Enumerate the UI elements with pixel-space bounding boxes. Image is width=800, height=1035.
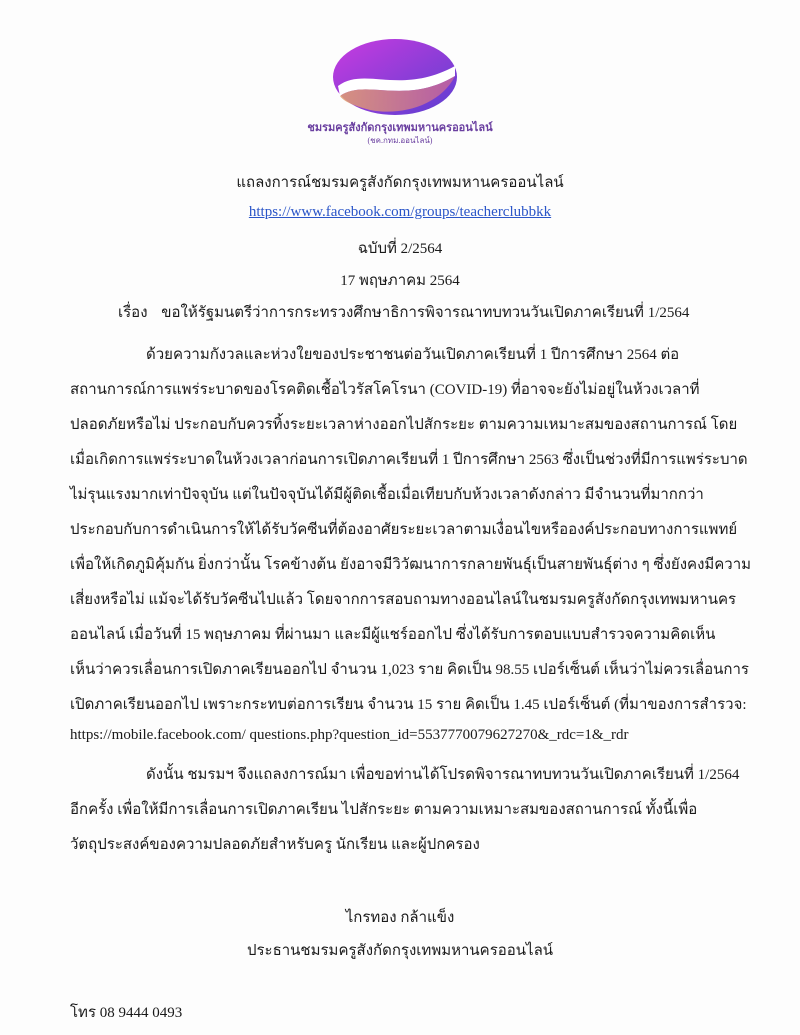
signatory-name: ไกรทอง กล้าแข็ง — [345, 910, 455, 926]
body-line: ไม่รุนแรงมากเท่าปัจจุบัน แต่ในปัจจุบันได้มีผู้ติดเชื้อเมื่อเทียบกับห้วงเวลาดังกล่าว มีจำนวนที่มากกว่า — [70, 487, 704, 503]
survey-source-line: https://mobile.facebook.com/ questions.php?question_id=5537770079627270&_rdc=1&_rdr — [70, 727, 629, 743]
body-line: ปลอดภัยหรือไม่ ประกอบกับควรทิ้งระยะเวลาห่างออกไปสักระยะ ตามความเหมาะสมของสถานการณ์ โดย — [70, 417, 738, 433]
body-line: ออนไลน์ เมื่อวันที่ 15 พฤษภาคม ที่ผ่านมา และมีผู้แชร์ออกไป ซึ่งได้รับการตอบแบบสำรวจความคิดเห็น — [70, 627, 716, 643]
body-line: เห็นว่าควรเลื่อนการเปิดภาคเรียนออกไป จำนวน 1,023 ราย คิดเป็น 98.55 เปอร์เซ็นต์ เห็นว่าไม่ควรเลื่อนการ — [70, 662, 749, 678]
subject-label: เรื่อง — [118, 305, 148, 321]
body-line: สถานการณ์การแพร่ระบาดของโรคติดเชื้อไวรัสโคโรนา (COVID-19) ที่อาจจะยังไม่อยู่ในห้วงเวลาที่ — [70, 382, 700, 398]
org-name: ชมรมครูสังกัดกรุงเทพมหานครออนไลน์ — [307, 122, 493, 134]
body-line: ด้วยความกังวลและห่วงใยของประชาชนต่อวันเปิดภาคเรียนที่ 1 ปีการศึกษา 2564 ต่อ — [146, 347, 680, 363]
body-line: เมื่อเกิดการแพร่ระบาดในห้วงเวลาก่อนการเปิดภาคเรียนที่ 1 ปีการศึกษา 2563 ซึ่งเป็นช่วงที่มีการแพร่ระบาด — [70, 452, 748, 468]
document-title: แถลงการณ์ชมรมครูสังกัดกรุงเทพมหานครออนไลน์ — [236, 175, 564, 191]
contact-phone: โทร 08 9444 0493 — [70, 1005, 183, 1021]
issue-date: 17 พฤษภาคม 2564 — [340, 273, 460, 289]
body-line: เปิดภาคเรียนออกไป เพราะกระทบต่อการเรียน จำนวน 15 ราย คิดเป็น 1.45 เปอร์เซ็นต์ (ที่มาของการสำรวจ: — [70, 697, 747, 713]
body-line: ดังนั้น ชมรมฯ จึงแถลงการณ์มา เพื่อขอท่านได้โปรดพิจารณาทบทวนวันเปิดภาคเรียนที่ 1/2564 — [146, 767, 740, 783]
club-swoosh-logo — [330, 36, 460, 118]
body-line: เสี่ยงหรือไม่ แม้จะได้รับวัคซีนไปแล้ว โดยจากการสอบถามทางออนไลน์ในชมรมครูสังกัดกรุงเทพมหานคร — [70, 592, 737, 608]
issue-number: ฉบับที่ 2/2564 — [357, 241, 443, 257]
body-line: เพื่อให้เกิดภูมิคุ้มกัน ยิ่งกว่านั้น โรคข้างต้น ยังอาจมีวิวัฒนาการกลายพันธุ์เป็นสายพันธุ์ต่าง ๆ ซึ่งยังคงมีความ — [70, 557, 752, 573]
subject-text: ขอให้รัฐมนตรีว่าการกระทรวงศึกษาธิการพิจารณาทบทวนวันเปิดภาคเรียนที่ 1/2564 — [161, 305, 690, 321]
signatory-position: ประธานชมรมครูสังกัดกรุงเทพมหานครออนไลน์ — [246, 943, 554, 959]
body-line: ประกอบกับการดำเนินการให้ได้รับวัคซีนที่ต้องอาศัยระยะเวลาตามเงื่อนไขหรือองค์ประกอบทางการแพทย์ — [70, 522, 738, 538]
group-url-link[interactable]: https://www.facebook.com/groups/teacherclubbkk — [248, 204, 552, 220]
group-link-row — [0, 204, 800, 221]
subject-line — [118, 300, 689, 324]
body-line: อีกครั้ง เพื่อให้มีการเลื่อนการเปิดภาคเรียน ไปสักระยะ ตามความเหมาะสมของสถานการณ์ ทั้งนี้เพื่อ — [70, 802, 698, 818]
org-abbreviation: (ชค.กทม.ออนไลน์) — [367, 136, 433, 145]
body-line: วัตถุประสงค์ของความปลอดภัยสำหรับครู นักเรียน และผู้ปกครอง — [70, 837, 480, 853]
